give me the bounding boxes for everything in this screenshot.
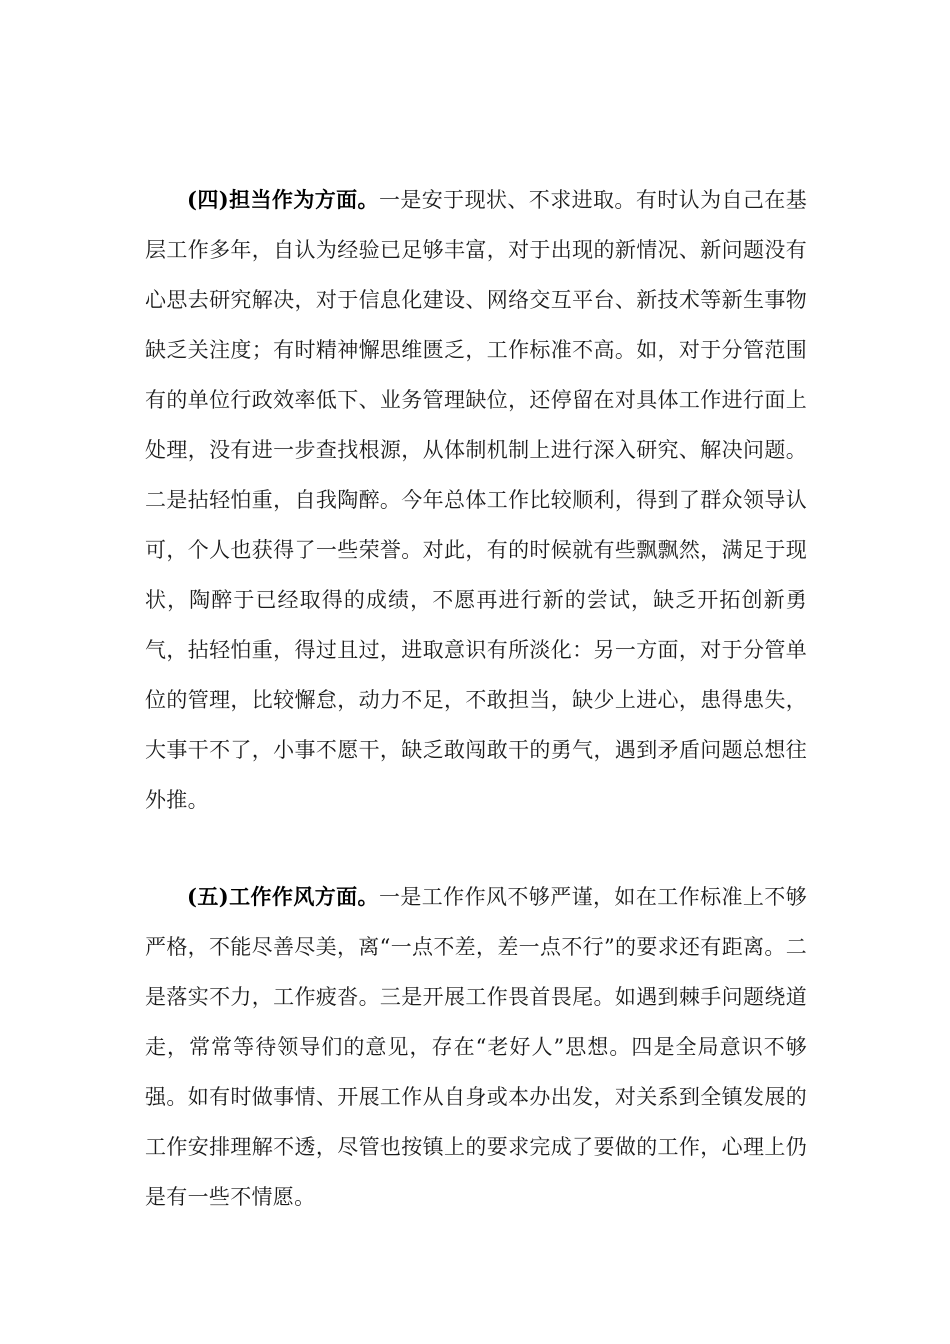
section-body-5: 一是工作作风不够严谨，如在工作标准上不够严格，不能尽善尽美，离“一点不差，差一点不行”的要求还有距离。二是落实不力，工作疲沓。三是开展工作畏首畏尾。如遇到棘手问题绕道走，常常等待领导们的意见，存在“老好人”思想。四是全局意识不够强。如有时做事情、开展工作从自身或本办出发，对关系到全镇发展的工作安排理解不透，尽管也按镇上的要求完成了要做的工作，心理上仍是有一些不情愿。: [145, 885, 807, 1209]
section-heading-5: (五)工作作风方面。: [187, 884, 379, 909]
section-body-4: 一是安于现状、不求进取。有时认为自己在基层工作多年，自认为经验已足够丰富，对于出现的新情况、新问题没有心思去研究解决，对于信息化建设、网络交互平台、新技术等新生事物缺乏关注度；有时精神懈思维匮乏，工作标准不高。如，对于分管范围有的单位行政效率低下、业务管理缺位，还停留在对具体工作进行面上处理，没有进一步查找根源，从体制机制上进行深入研究、解决问题。二是拈轻怕重，自我陶醉。今年总体工作比较顺利，得到了群众领导认可，个人也获得了一些荣誉。对此，有的时候就有些飘飘然，满足于现状，陶醉于已经取得的成绩，不愿再进行新的尝试，缺乏开拓创新勇气，拈轻怕重，得过且过，进取意识有所淡化：另一方面，对于分管单位的管理，比较懈怠，动力不足，不敢担当，缺少上进心，患得患失，大事干不了，小事不愿干，缺乏敢闯敢干的勇气，遇到矛盾问题总想往外推。: [145, 188, 807, 812]
section-heading-4: (四)担当作为方面。: [187, 187, 379, 212]
section-paragraph-5: [145, 872, 807, 1222]
section-paragraph-4: [145, 175, 807, 825]
